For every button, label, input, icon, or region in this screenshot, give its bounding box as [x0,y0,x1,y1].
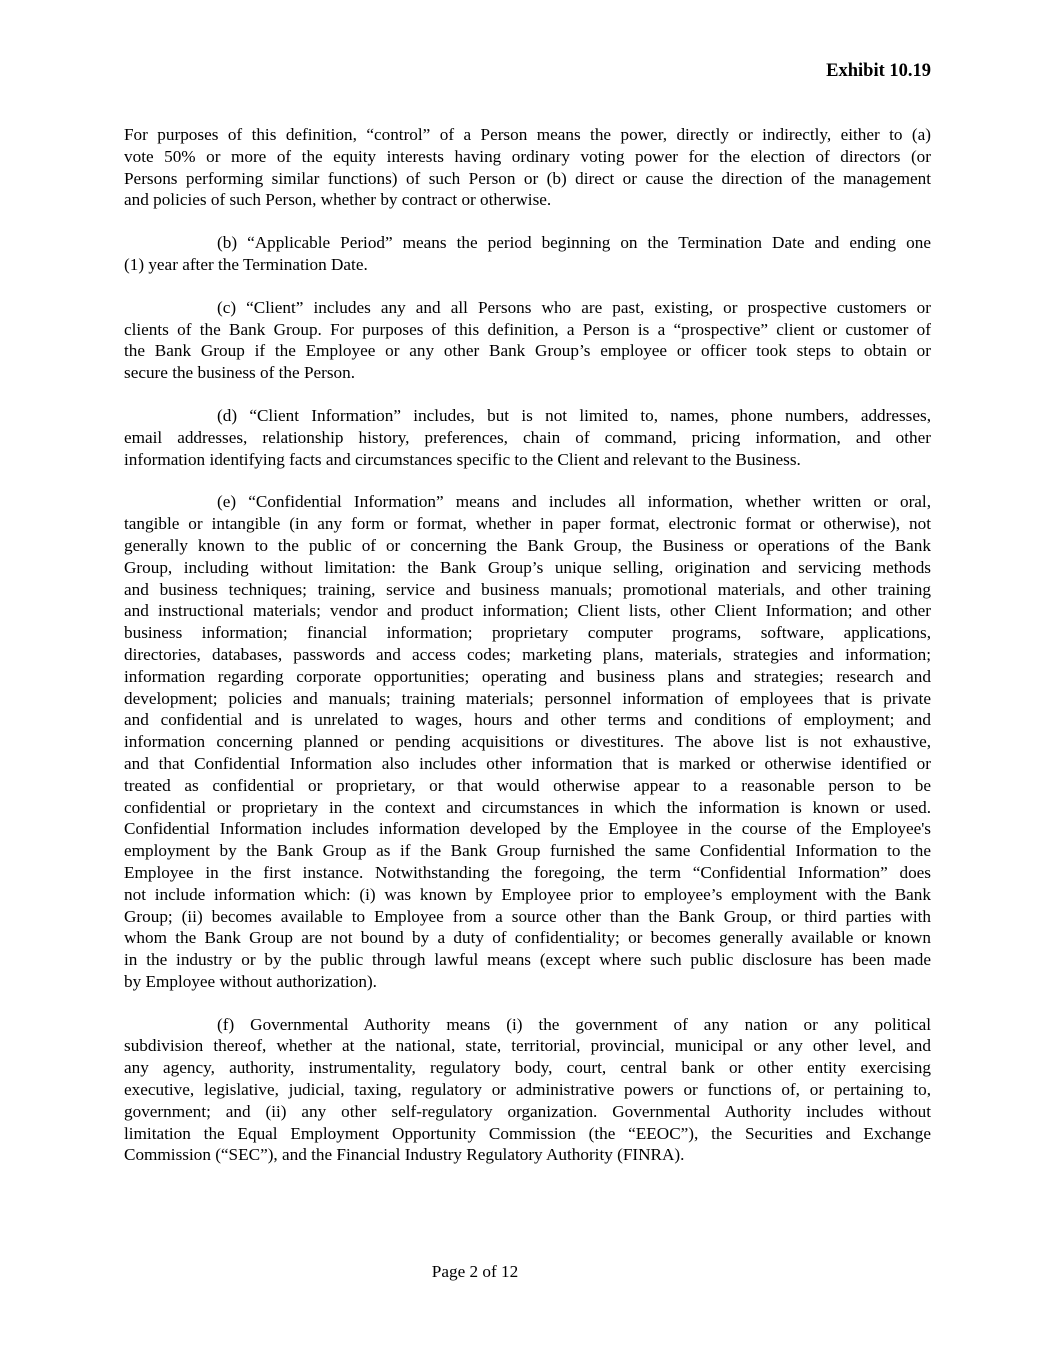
document-body [124,124,931,1187]
text-line: Group, including without limitation: the Bank Group’s unique selling, origination and servicing methods [124,557,931,577]
text-line: generally known to the public of or concerning the Bank Group, the Business or operations of the Bank [124,535,931,555]
text-line: Commission (“SEC”), and the Financial Industry Regulatory Authority (FINRA). [124,1145,685,1165]
page-number: Page 2 of 12 [431,1262,519,1281]
text-line: (d) “Client Information” includes, but is not limited to, names, phone numbers, addresses, [217,405,931,425]
text-line: (f) Governmental Authority means (i) the government of any nation or any political [217,1014,931,1034]
text-line: Confidential Information includes information developed by the Employee in the course of the Employee's [124,819,931,839]
text-line: business information; financial information; proprietary computer programs, software, applications, [124,623,931,643]
text-line: (b) “Applicable Period” means the period beginning on the Termination Date and ending one [217,233,931,253]
text-line: treated as confidential or proprietary, or that would otherwise appear to a reasonable person to be [124,775,931,795]
text-line: limitation the Equal Employment Opportunity Commission (the “EEOC”), the Securities and Exchange [124,1123,931,1143]
text-line: secure the business of the Person. [124,363,356,383]
text-line: Employee in the first instance. Notwithstanding the foregoing, the term “Confidential Information” does [124,862,931,882]
text-line: directories, databases, passwords and access codes; marketing plans, materials, strategies and information; [124,644,931,664]
text-line: information concerning planned or pending acquisitions or divestitures. The above list is not exhaustive, [124,732,931,752]
text-line: Group; (ii) becomes available to Employee from a source other than the Bank Group, or third parties with [124,906,931,926]
text-line: subdivision thereof, whether at the national, state, territorial, provincial, municipal or any other level, and [124,1036,931,1056]
text-line: government; and (ii) any other self-regulatory organization. Governmental Authority includes without [124,1101,931,1121]
paragraph [124,232,931,276]
text-line: tangible or intangible (in any form or format, whether in paper format, electronic format or otherwise), not [124,514,931,534]
text-line: (e) “Confidential Information” means and includes all information, whether written or oral, [217,492,931,512]
paragraph [124,297,931,384]
text-line: by Employee without authorization). [124,971,377,991]
text-line: whom the Bank Group are not bound by a duty of confidentiality; or becomes generally available or known [124,928,931,948]
text-line: not include information which: (i) was known by Employee prior to employee’s employment with the Bank [124,884,931,904]
text-line: and that Confidential Information also includes other information that is marked or otherwise identified or [124,753,931,773]
paragraph [124,1014,931,1167]
text-line: any agency, authority, instrumentality, regulatory body, court, central bank or other entity exercising [124,1058,931,1078]
text-line: confidential or proprietary in the context and circumstances in which the information is known or used. [124,797,931,817]
exhibit-label: Exhibit 10.19 [826,61,931,81]
text-line: the Bank Group if the Employee or any other Bank Group’s employee or officer took steps to obtain or [124,341,931,361]
text-line: and confidential and is unrelated to wages, hours and other terms and conditions of employment; and [124,710,931,730]
text-line: in the industry or by the public through lawful means (except where such public disclosure has been made [124,950,931,970]
text-line: email addresses, relationship history, preferences, chain of command, pricing information, and other [124,427,931,447]
text-line: and policies of such Person, whether by contract or otherwise. [124,190,552,210]
text-line: and instructional materials; vendor and product information; Client lists, other Client Information; and other [124,601,931,621]
text-line: Persons performing similar functions) of such Person or (b) direct or cause the direction of the management [124,168,931,188]
paragraph [124,405,931,470]
text-line: For purposes of this definition, “control” of a Person means the power, directly or indirectly, either to (a) [124,125,931,144]
text-line: (c) “Client” includes any and all Persons who are past, existing, or prospective customers or [217,297,931,317]
text-line: clients of the Bank Group. For purposes of this definition, a Person is a “prospective” client or customer of [124,319,931,339]
text-line: information identifying facts and circumstances specific to the Client and relevant to the Business. [124,449,801,469]
text-line: development; policies and manuals; training materials; personnel information of employees that is private [124,688,931,708]
text-line: (1) year after the Termination Date. [124,254,368,274]
text-line: information regarding corporate opportunities; operating and business plans and strategies; research and [124,666,931,686]
text-line: vote 50% or more of the equity interests having ordinary voting power for the election of directors (or [124,146,931,166]
text-line: executive, legislative, judicial, taxing, regulatory or administrative powers or functions of, or pertaining to, [124,1080,931,1100]
text-line: and business techniques; training, service and business manuals; promotional materials, and other training [124,579,931,599]
text-line: employment by the Bank Group as if the Bank Group furnished the same Confidential Information to the [124,841,931,861]
paragraph [124,491,931,992]
paragraph [124,124,931,211]
